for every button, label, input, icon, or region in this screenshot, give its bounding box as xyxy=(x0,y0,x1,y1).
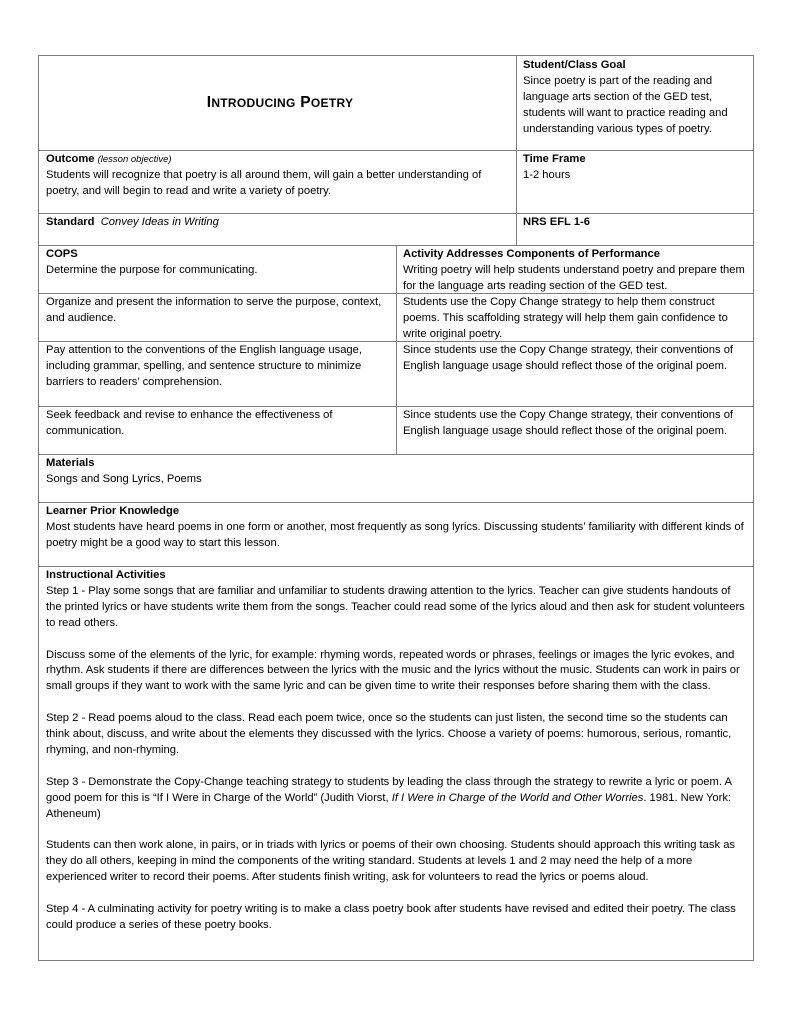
prior-knowledge-heading: Learner Prior Knowledge xyxy=(46,505,180,517)
goal-heading: Student/Class Goal xyxy=(523,59,626,71)
goal-text: Since poetry is part of the reading and language arts section of the GED test, students will want to practice reading and understanding various types of poetry. xyxy=(523,74,728,135)
prior-knowledge-cell xyxy=(39,502,754,566)
cop-text: Pay attention to the conventions of the English language usage, including grammar, spelling, and sentence structure to minimize barriers to readers’ comprehension. xyxy=(46,344,362,388)
cop-text: Organize and present the information to serve the purpose, context, and audience. xyxy=(46,296,382,324)
outcome-note: (lesson objective) xyxy=(97,154,172,165)
activity-cell xyxy=(396,341,754,406)
instructional-activities-cell xyxy=(39,566,754,960)
page-title xyxy=(39,94,521,112)
writing-paragraph: Students can then work alone, in pairs, or in triads with lyrics or poems of their own choosing. Students should approach this writing task as they do all others, keeping in mind the components of the writing standard. Students at levels 1 and 2 may need the help of a more experienced writer to record their poems. After students finish writing, ask for volunteers to read the lyrics or poems aloud. xyxy=(46,839,736,884)
materials-text: Songs and Song Lyrics, Poems xyxy=(46,472,202,485)
citation-text: . 1981. New York: Atheneum) xyxy=(46,791,732,820)
activity-text: Writing poetry will help students understand poetry and prepare them for the language arts reading section of the GED test. xyxy=(403,263,745,292)
title-word: NTRODUCING xyxy=(211,96,296,110)
time-frame-cell xyxy=(516,150,754,213)
cops-cell xyxy=(39,341,396,406)
step-4-paragraph: Step 4 - A culminating activity for poetry writing is to make a class poetry book after students have revised and edited their poetry. The class could produce a series of these poetry books. xyxy=(46,902,736,931)
activity-text: Students use the Copy Change strategy to help them construct poems. This scaffolding strategy will help them gain confidence to write original poetry. xyxy=(403,296,728,340)
standard-heading: Standard xyxy=(46,216,95,228)
activity-cell xyxy=(396,245,754,293)
goal-cell xyxy=(516,56,754,150)
instructional-heading: Instructional Activities xyxy=(46,569,166,581)
cops-heading: COPS xyxy=(46,248,78,260)
activity-cell xyxy=(396,406,754,454)
lesson-plan-table xyxy=(38,55,754,961)
cop-text: Seek feedback and revise to enhance the effectiveness of communication. xyxy=(46,409,333,437)
step-3-text: Step 3 - Demonstrate the Copy-Change teaching strategy to students by leading the class through the strategy to rewrite a lyric or poem. A good poem for this is “If I Were in Charge of the World” (Judith Viorst, xyxy=(46,775,732,804)
activity-heading: Activity Addresses Components of Performance xyxy=(403,248,660,260)
discussion-paragraph: Discuss some of the elements of the lyric, for example: rhyming words, repeated words or phrases, feelings or images the lyric evokes, and rhythm. Ask students if there are differences between the lyrics with the music and the lyrics without the music. Students can work in pairs or small groups if they want to work with the same lyric and can be given time to write their responses before sharing them with the class. xyxy=(46,648,740,693)
materials-cell xyxy=(39,454,754,502)
standard-value: Convey Ideas in Writing xyxy=(100,216,219,228)
cop-text: Determine the purpose for communicating. xyxy=(46,263,258,276)
cops-cell xyxy=(39,245,396,293)
nrs-label: NRS EFL 1-6 xyxy=(523,216,590,228)
time-frame-value: 1-2 hours xyxy=(523,168,571,181)
title-word: OETRY xyxy=(310,96,354,110)
cops-cell xyxy=(39,406,396,454)
step-2-paragraph: Step 2 - Read poems aloud to the class. Read each poem twice, once so the students can just listen, the second time so the students can think about, discuss, and write about the elements they discussed with the lyrics. Choose a variety of poems: humorous, serious, romantic, rhyming, and non-rhyming. xyxy=(46,712,732,756)
materials-heading: Materials xyxy=(46,457,95,469)
activity-text: Since students use the Copy Change strategy, their conventions of English language usage should reflect those of the original poem. xyxy=(403,409,734,437)
prior-knowledge-text: Most students have heard poems in one form or another, most frequently as song lyrics. Discussing students’ familiarity with different kinds of poetry might be a good way to start this lesson. xyxy=(46,520,744,549)
title-initial: I xyxy=(206,94,212,111)
outcome-heading: Outcome xyxy=(46,153,95,165)
activity-cell xyxy=(396,293,754,341)
title-initial: P xyxy=(300,94,311,111)
time-frame-heading: Time Frame xyxy=(523,153,586,165)
standard-cell xyxy=(39,213,516,245)
outcome-cell xyxy=(39,150,516,213)
outcome-text: Students will recognize that poetry is all around them, will gain a better understanding of poetry, and will begin to read and write a variety of poetry. xyxy=(46,168,482,197)
step-1-paragraph: Step 1 - Play some songs that are familiar and unfamiliar to students drawing attention to the lyrics. Teacher can give students handouts of the printed lyrics or have students write them from the songs. Teacher could read some of the lyrics aloud and then ask for student volunteers to read others. xyxy=(46,584,745,629)
book-title: If I Were in Charge of the World and Other Worries xyxy=(391,791,644,804)
activity-text: Since students use the Copy Change strategy, their conventions of English language usage should reflect those of the original poem. xyxy=(403,344,734,372)
cops-cell xyxy=(39,293,396,341)
nrs-cell xyxy=(516,213,754,245)
step-3-paragraph xyxy=(46,775,747,823)
